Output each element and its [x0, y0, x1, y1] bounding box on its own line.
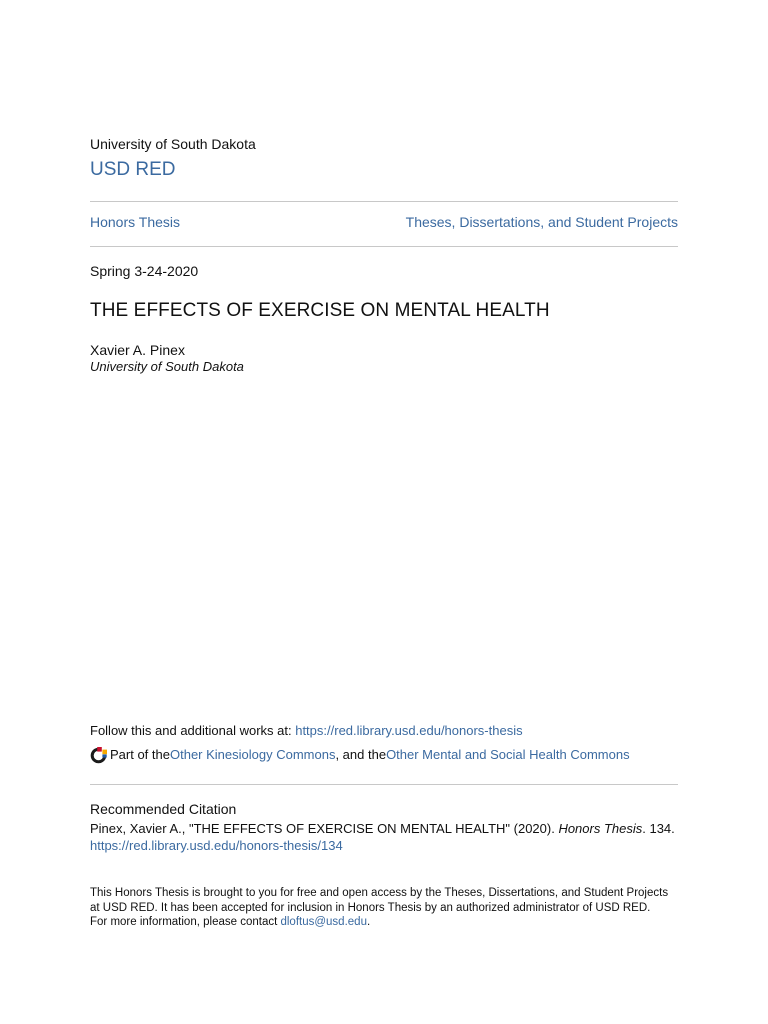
follow-url-link[interactable]: https://red.library.usd.edu/honors-thesis — [295, 723, 523, 738]
recommended-citation-heading: Recommended Citation — [90, 801, 237, 817]
contact-email-link[interactable]: dloftus@usd.edu — [280, 916, 367, 928]
theses-dissertations-link[interactable]: Theses, Dissertations, and Student Projects — [405, 214, 678, 230]
author-name: Xavier A. Pinex — [90, 342, 185, 358]
notice-end: . — [366, 916, 371, 928]
part-of-prefix: Part of the — [110, 747, 170, 762]
top-divider — [90, 201, 678, 202]
citation-url-link[interactable]: https://red.library.usd.edu/honors-thesis/134 — [90, 838, 343, 853]
citation-divider — [90, 784, 678, 785]
notice-text: This Honors Thesis is brought to you for free and open access by the Theses, Dissertations, and Student Projects at USD RED. It has been accepted for inclusion in Honors Thesis by an authorized administrator of USD RED. For more information, please contact — [90, 887, 669, 928]
citation-series: Honors Thesis — [558, 821, 643, 836]
mental-social-health-commons-link[interactable]: Other Mental and Social Health Commons — [386, 747, 630, 762]
follow-label: Follow this and additional works at: — [90, 723, 296, 738]
document-title: THE EFFECTS OF EXERCISE ON MENTAL HEALTH — [90, 300, 550, 321]
author-affiliation: University of South Dakota — [90, 359, 244, 374]
citation-body: Pinex, Xavier A., "THE EFFECTS OF EXERCISE ON MENTAL HEALTH" (2020). — [90, 821, 559, 836]
follow-line — [90, 723, 523, 738]
part-of-middle: , and the — [335, 747, 387, 762]
part-of-line — [90, 746, 630, 764]
network-commons-icon — [90, 747, 107, 764]
publication-date: Spring 3-24-2020 — [90, 263, 199, 279]
access-notice — [90, 886, 670, 930]
university-name: University of South Dakota — [90, 136, 256, 152]
citation-text — [90, 820, 690, 854]
nav-divider — [90, 246, 678, 247]
honors-thesis-link[interactable]: Honors Thesis — [90, 214, 181, 230]
kinesiology-commons-link[interactable]: Other Kinesiology Commons — [169, 747, 336, 762]
citation-number: . 134. — [642, 821, 675, 836]
repository-link[interactable]: USD RED — [90, 159, 176, 180]
